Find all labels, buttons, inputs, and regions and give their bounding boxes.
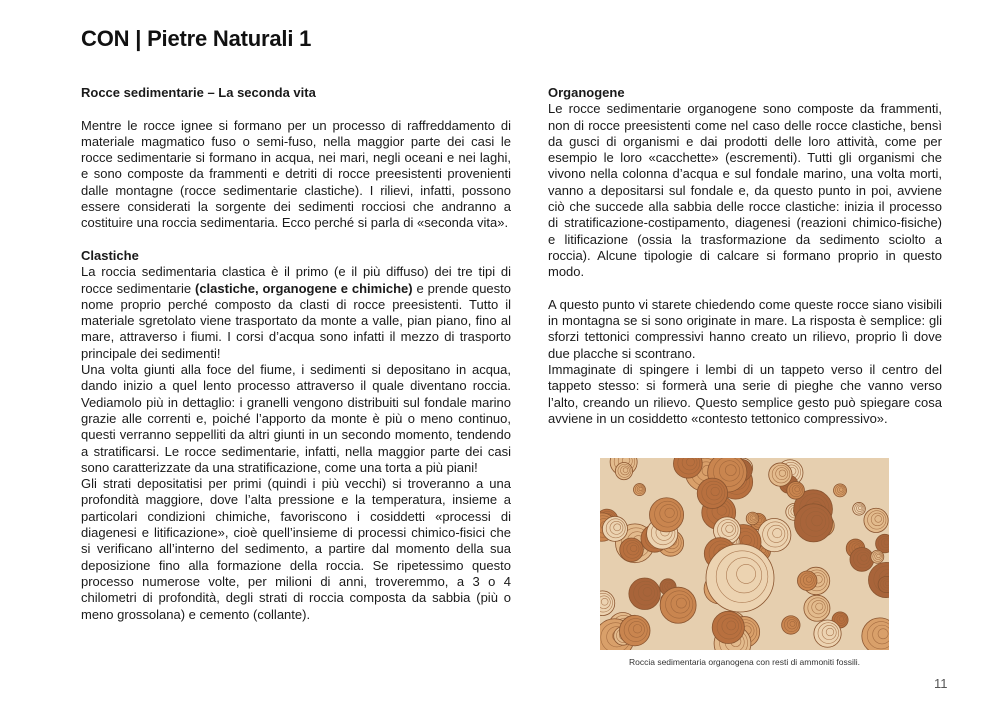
ammonite-shell [795, 504, 833, 542]
section-heading-clastiche: Clastiche [81, 247, 139, 263]
ammonite-shell [619, 615, 650, 646]
ammonite-fossil-photo [600, 458, 889, 650]
ammonite-shell [769, 463, 792, 486]
ammonite-shell [615, 463, 632, 480]
ammonite-shell [602, 516, 627, 541]
ammonite-shell [853, 502, 866, 515]
ammonite-shell [871, 550, 884, 563]
clastiche-paragraph-2: Una volta giunti alla foce del fiume, i sedimenti si depositano in acqua, dando inizio a quel lento processo attraverso il quale diventano roccia. Vediamolo più in dettaglio: i granelli vengono distribuiti sul fondale marino grazie alle correnti e, poiché l’apporto da monte è più o meno continuo, questi verranno seppelliti da altri giunti in un secondo momento, tendendo a stratificarsi. Le rocce sedimentarie, infatti, nella maggior parte dei casi sono caratterizzate da una stratificazione, come una torta a più piani! [81, 362, 511, 475]
ammonite-shell [712, 611, 744, 643]
organogene-paragraph-1: Le rocce sedimentarie organogene sono composte da frammenti, non di rocce preesistenti come nel caso delle rocce clastiche, bensì da gusci di organismi e dai prodotti delle loro attività, come per esempio le loro «cacchette» (escrementi). Tutti gli organismi che vivono nella colonna d’acqua e sul fondale marino, una volta morti, vanno a depositarsi sul fondale e, da questo punto in poi, avviene ciò che succede alla sabbia delle rocce clastiche: inizia il processo di stratificazione-costipamento, diagenesi (reazioni chimico-fisiche) e litificazione (ossia la trasformazione da sedimento sciolto a roccia). Alcune tipologie di calcare si formano proprio in questo modo. [548, 101, 942, 280]
organogene-paragraph-2: A questo punto vi starete chiedendo come queste rocce siano visibili in montagna se si sono originate in mare. La risposta è semplice: gli sforzi tettonici compressivi hanno creato un rilievo, proprio lì dove due placche si scontrano. [548, 296, 942, 361]
clastiche-paragraph-1 [81, 264, 511, 362]
ammonite-shell [787, 482, 805, 500]
clastiche-text-b: e prende questo nome proprio perché composto da clasti di rocce preesistenti. Tutto il materiale sgretolato viene trasportato da monte a valle, pian piano, fino al mare, attraverso i fiumi. I corsi d’acqua sono infatti il mezzo di trasporto principale dei sedimenti! [81, 280, 511, 361]
ammonite-shell [758, 519, 791, 552]
ammonite-shell [850, 548, 874, 572]
left-column [81, 85, 511, 623]
right-column [548, 85, 942, 427]
organogene-paragraph-3: Immaginate di spingere i lembi di un tappeto verso il centro del tappeto stesso: si formerà una serie di pieghe che vanno verso l’alto, creando un rilievo. Questo semplice gesto può spiegare cosa avviene in un cosiddetto «contesto tettonico compressivo». [548, 362, 942, 426]
ammonite-shell [633, 484, 645, 496]
ammonite-shell [834, 484, 847, 497]
figure-caption: Roccia sedimentaria organogena con resti di ammoniti fossili. [628, 657, 861, 667]
ammonite-shell [629, 578, 661, 610]
clastiche-text-a: La roccia sedimentaria clastica è il primo (e il più diffuso) dei tre tipi di rocce sedimentarie [81, 264, 511, 296]
ammonite-shell [706, 544, 774, 612]
ammonite-shell [746, 512, 759, 525]
ammonite-shell [804, 595, 830, 621]
ammonite-shell [660, 587, 696, 623]
clastiche-paragraph-3: Gli strati depositatisi per primi (quindi i più vecchi) si troveranno a una profondità maggiore, dove l’alta pressione e la temperatura, insieme a particolari condizioni chimiche, favoriscono i cosiddetti «processi di diagenesi e litificazione», cioè quell’insieme di processi chimico-fisici che si verificano all’interno del sedimento, a partire dal momento della sua deposizione fino alla formazione della roccia. Se ripetessimo questo processo numerose volte, per milioni di anni, troveremmo, a 3 o 4 chilometri di profondità, degli strati di roccia composta da sabbia (più o meno grossolana) e cemento (collante). [81, 476, 511, 622]
ammonite-shell [797, 571, 817, 591]
ammonite-shell [814, 620, 841, 647]
ammonite-shell [782, 616, 800, 634]
intro-paragraph: Mentre le rocce ignee si formano per un processo di raffreddamento di materiale magmatico fuso o semi-fuso, nella maggior parte dei casi le rocce sedimentarie si formano in acqua, nei mari, negli oceani e nei laghi, e sono composte da frammenti e detriti di rocce preesistenti provenienti dalle montagne (rocce sedimentarie clastiche). I rilievi, infatti, possono essere considerati la sorgente dei sedimenti rocciosi che andranno a costituire una roccia sedimentaria. Ecco perché si parla di «seconda vita». [81, 117, 511, 231]
section-heading-rocce-sedimentarie: Rocce sedimentarie – La seconda vita [81, 85, 316, 100]
ammonite-fossil-image [600, 458, 889, 650]
ammonite-shell [864, 508, 888, 532]
page-number: 11 [934, 676, 948, 691]
ammonite-shell [649, 498, 683, 532]
ammonite-shell [620, 538, 644, 562]
page-title: CON | Pietre Naturali 1 [81, 26, 312, 51]
ammonite-shell [697, 478, 727, 508]
clastiche-bold-text: (clastiche, organogene e chimiche) [195, 280, 413, 296]
section-heading-organogene: Organogene [548, 85, 625, 100]
